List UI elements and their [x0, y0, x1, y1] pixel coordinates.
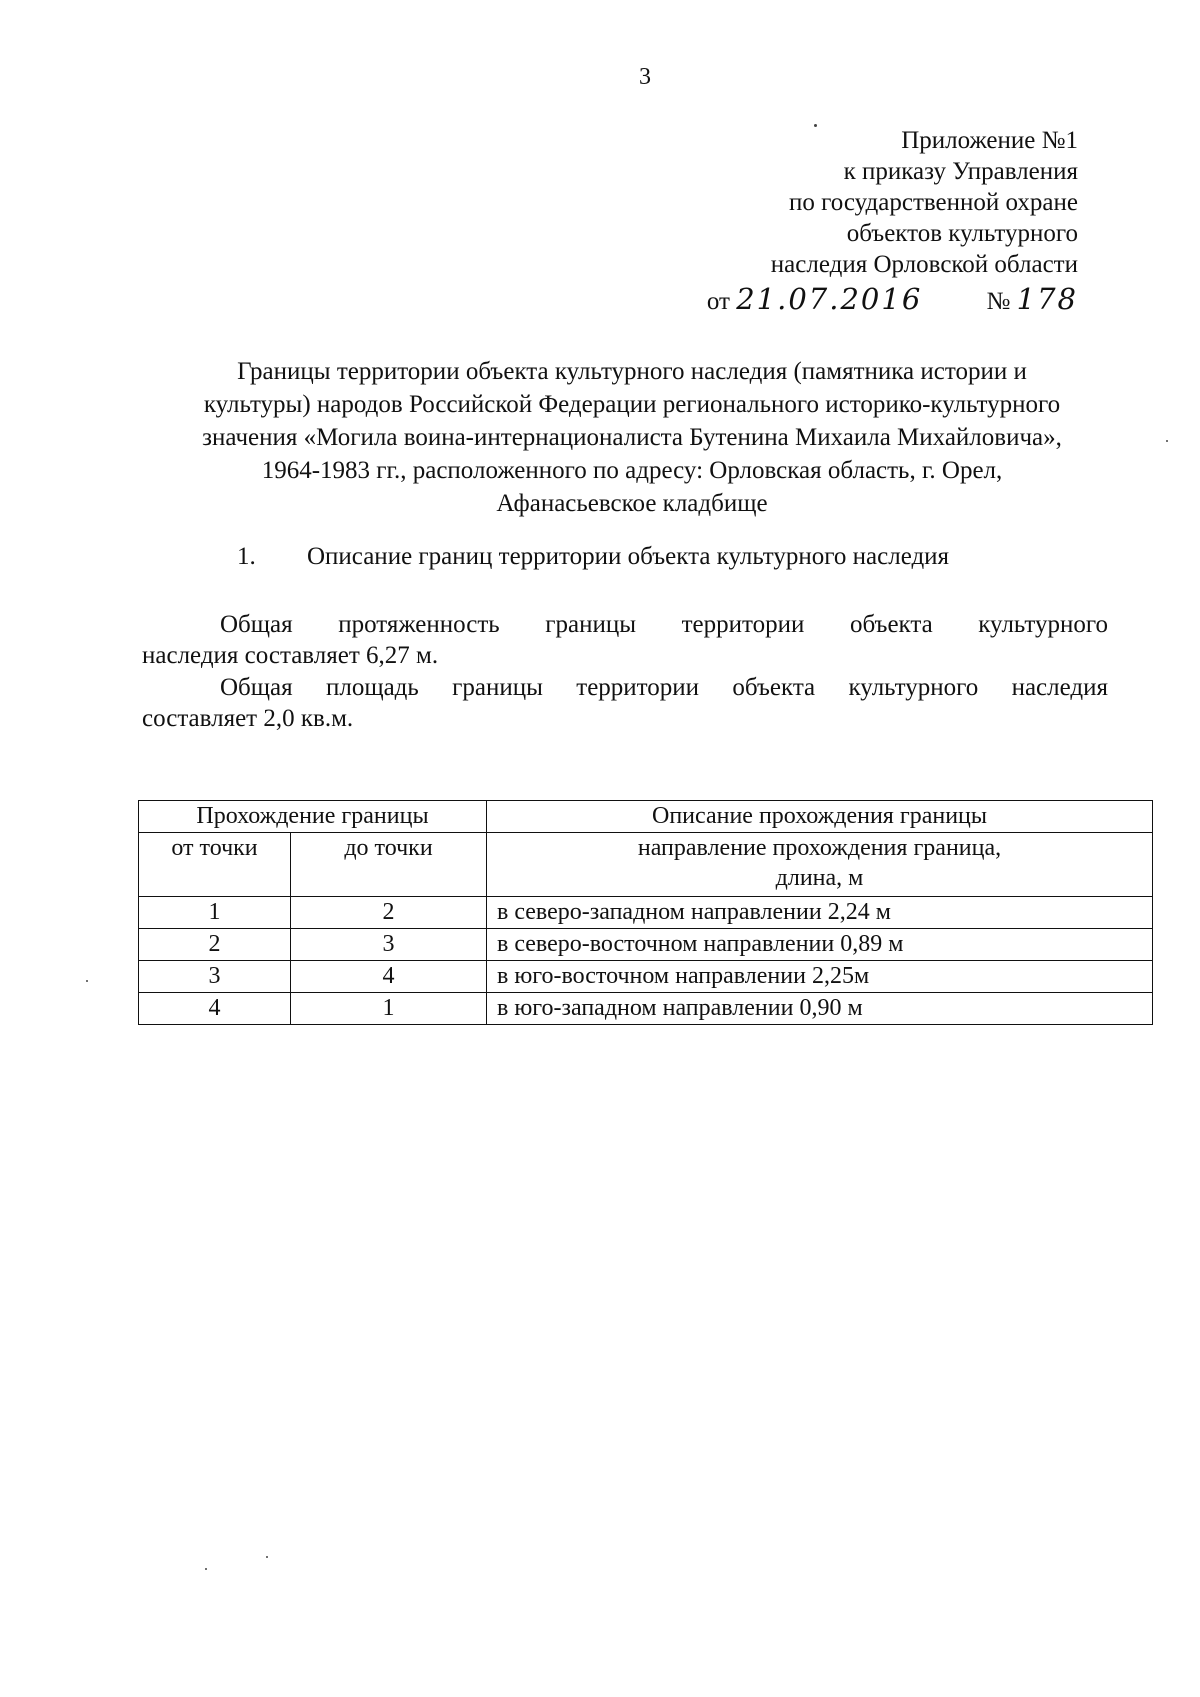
scan-speck [814, 124, 817, 127]
cell-description: в юго-западном направлении 0,90 м [487, 993, 1153, 1025]
cell-to: 3 [291, 929, 487, 961]
section-number: 1. [237, 543, 256, 570]
scan-speck [86, 980, 88, 982]
appendix-line: по государственной охране [788, 189, 1078, 216]
table-row [139, 929, 1153, 961]
title-line: культуры) народов Российской Федерации регионального историко-культурного [203, 391, 1061, 418]
header-length-line: длина, м [775, 865, 864, 891]
cell-description: в северо-восточном направлении 0,89 м [487, 929, 1153, 961]
table-row [139, 961, 1153, 993]
appendix-line: объектов культурного [846, 220, 1078, 247]
paragraph-word: Общая [220, 611, 293, 638]
paragraph-word: Общая [220, 674, 293, 701]
title-line: Афанасьевское кладбище [496, 490, 768, 517]
header-direction-length [487, 833, 1153, 897]
header-boundary-description: Описание прохождения границы [487, 801, 1153, 833]
paragraph-word: объекта [732, 674, 816, 701]
table-row [139, 993, 1153, 1025]
cell-from: 4 [139, 993, 291, 1025]
paragraph-line: составляет 2,0 кв.м. [142, 705, 354, 732]
order-date-line [707, 282, 1078, 319]
date-prefix: от [706, 288, 730, 315]
paragraph-length [142, 609, 1108, 671]
header-from-point: от точки [139, 833, 291, 897]
table-subheader-row [139, 833, 1153, 897]
handwritten-order-number: 178 [1016, 282, 1078, 316]
scan-speck [1166, 440, 1168, 442]
boundary-table [138, 800, 1153, 1025]
header-boundary-passage: Прохождение границы [139, 801, 487, 833]
appendix-line: Приложение №1 [901, 127, 1078, 154]
appendix-line: к приказу Управления [843, 158, 1078, 185]
paragraph-line: наследия составляет 6,27 м. [142, 642, 439, 669]
paragraph-word: наследия [1011, 674, 1108, 701]
cell-to: 2 [291, 897, 487, 929]
section-heading [237, 543, 949, 571]
document-title [142, 355, 1122, 520]
title-line: Границы территории объекта культурного наследия (памятника истории и [237, 358, 1027, 385]
number-prefix: № [986, 288, 1011, 315]
header-direction-line: направление прохождения граница, [637, 835, 1002, 861]
paragraph-area [142, 672, 1108, 734]
paragraph-word: культурного [848, 674, 979, 701]
section-heading-text: Описание границ территории объекта культурного наследия [307, 543, 950, 570]
paragraph-word: границы [452, 674, 543, 701]
scan-speck [205, 1568, 207, 1570]
paragraph-word: территории [576, 674, 700, 701]
cell-to: 4 [291, 961, 487, 993]
title-line: значения «Могила воина-интернационалиста Бутенина Михаила Михайловича», [202, 424, 1062, 451]
page-number: 3 [639, 64, 651, 90]
cell-description: в северо-западном направлении 2,24 м [487, 897, 1153, 929]
header-to-point: до точки [291, 833, 487, 897]
appendix-line: наследия Орловской области [770, 251, 1078, 278]
scan-speck [266, 1556, 268, 1558]
cell-from: 3 [139, 961, 291, 993]
paragraph-word: площадь [325, 674, 419, 701]
title-line: 1964-1983 гг., расположенного по адресу: Орловская область, г. Орел, [261, 457, 1003, 484]
appendix-block [771, 125, 1078, 280]
table-header-row [139, 801, 1153, 833]
cell-from: 2 [139, 929, 291, 961]
cell-from: 1 [139, 897, 291, 929]
handwritten-date: 21.07.2016 [736, 282, 923, 316]
paragraph-word: культурного [978, 611, 1108, 638]
paragraph-word: территории [681, 611, 805, 638]
paragraph-word: объекта [849, 611, 933, 638]
cell-description: в юго-восточном направлении 2,25м [487, 961, 1153, 993]
paragraph-word: границы [545, 611, 637, 638]
table-row [139, 897, 1153, 929]
paragraph-word: протяженность [338, 611, 500, 638]
cell-to: 1 [291, 993, 487, 1025]
